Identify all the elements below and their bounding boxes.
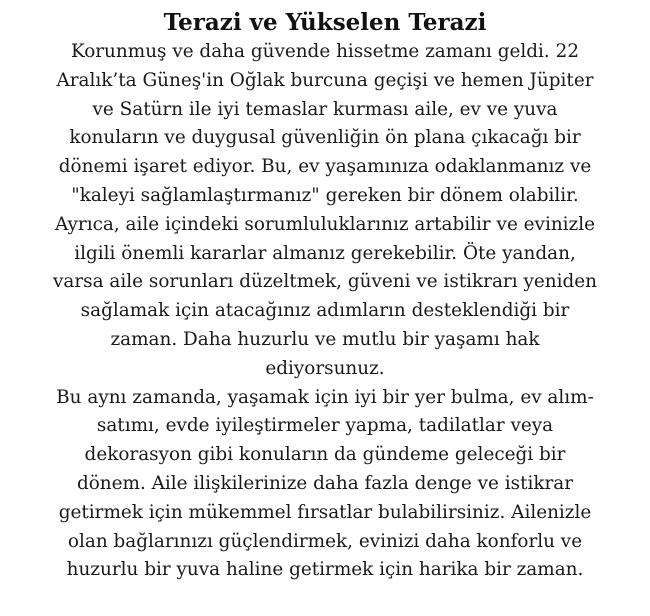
text-line: varsa aile sorunları düzeltmek, güveni ve istikrarı yeniden	[53, 271, 597, 293]
text-line: olan bağlarınızı güçlendirmek, evinizi daha konforlu ve	[67, 530, 583, 552]
text-line: Aralık’ta Güneş'in Oğlak burcuna geçişi ve hemen Jüpiter	[56, 69, 594, 91]
text-line: dönemi işaret ediyor. Bu, ev yaşamınıza odaklanmanız ve	[58, 156, 592, 178]
text-line: getirmek için mükemmel fırsatlar bulabilirsiniz. Ailenizle	[58, 501, 592, 523]
text-line: dönem. Aile ilişkilerinize daha fazla denge ve istikrar	[76, 472, 574, 494]
text-line: huzurlu bir yuva haline getirmek için harika bir zaman.	[66, 559, 584, 581]
page-title: Terazi ve Yükselen Terazi	[163, 9, 487, 36]
text-line: Bu aynı zamanda, yaşamak için iyi bir yer bulma, ev alım-	[56, 386, 594, 408]
text-line: Ayrıca, aile içindeki sorumluluklarınız artabilir ve evinizle	[54, 213, 596, 235]
text-line: "kaleyi sağlamlaştırmanız" gereken bir dönem olabilir.	[71, 184, 579, 206]
text-line: konuların ve duygusal güvenliğin ön plana çıkacağı bir	[69, 127, 581, 149]
text-line: Korunmuş ve daha güvende hissetme zamanı geldi. 22	[70, 41, 580, 62]
text-line: ediyorsunuz.	[265, 357, 385, 379]
text-line: zaman. Daha huzurlu ve mutlu bir yaşamı hak	[110, 328, 540, 350]
text-line: ilgili önemli kararlar almanız gerekebilir. Öte yandan,	[74, 242, 576, 264]
text-line: sağlamak için atacağınız adımların desteklendiği bir	[80, 300, 570, 322]
text-line: dekorasyon gibi konuların da gündeme geleceği bir	[84, 444, 566, 466]
text-line: satımı, evde iyileştirmeler yapma, tadilatlar veya	[96, 415, 554, 437]
article-body	[4, 38, 646, 585]
text-line: ve Satürn ile iyi temaslar kurması aile, ev ve yuva	[92, 98, 558, 120]
